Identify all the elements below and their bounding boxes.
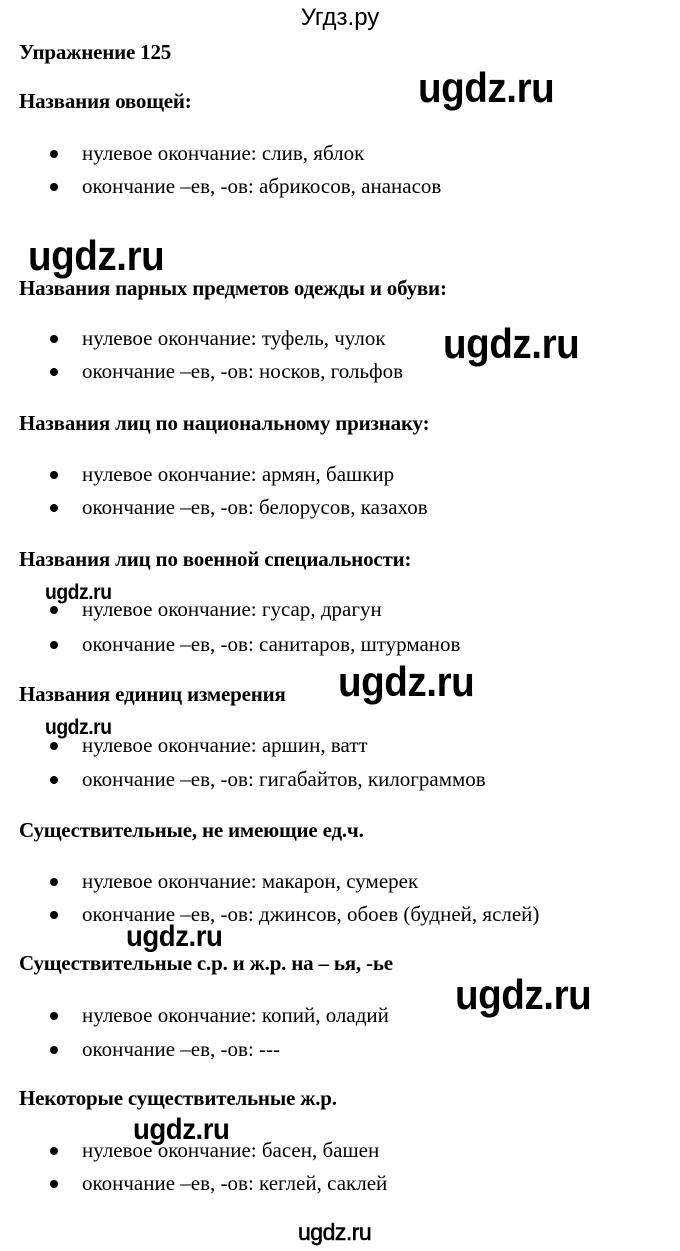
exercise-title: Упражнение 125 xyxy=(19,40,172,64)
watermark: ugdz.ru xyxy=(443,320,580,367)
document-page: Угдз.ру Упражнение 125 Названия овощей: нулевое окончание: слив, яблок окончание –ев, -ов: абрикосов, ананасов Названия парных предметов одежды и обуви: нулевое окончание: туфель, чулок окончание –ев, -ов: носков, гольфов Названия лиц по национальному признаку: нулевое окончание: армян, башкир окончание –ев, -ов: белорусов, казахов Названия лиц по военной специальности: нулевое окончание: гусар, драгун окончание –ев, -ов: санитаров, штурманов Названия единиц измерения нулевое окончание: аршин, ватт окончание –ев, -ов: гигабайтов, килограммов Существительные, не имеющие ед.ч. нулевое окончание: макарон, сумерек окончание –ев, -ов: джинсов, обоев (будней, яслей) Существительные с.р. и ж.р. на – ья, -ье нулевое окончание: копий, оладий окончание –ев, -ов: --- Некоторые существительные ж.р. нулевое окончание: басен, башен окончание –ев, -ов: кеглей, саклей ugdz.ru ugdz.ru ugdz.ru ugdz.ru ugdz.ru ugdz.ru ugdz.ru ugdz.ru ugdz.ru ugdz.ru xyxy=(0,0,680,1251)
watermark: ugdz.ru xyxy=(126,920,223,953)
bullet-icon xyxy=(50,504,58,512)
site-title: Угдз.ру xyxy=(300,4,380,31)
section-heading: Названия лиц по национальному признаку: xyxy=(19,411,430,435)
bullet-icon xyxy=(50,335,58,343)
bullet-icon xyxy=(50,1147,58,1155)
watermark: ugdz.ru xyxy=(338,658,475,705)
section-heading: Названия парных предметов одежды и обуви: xyxy=(19,276,447,300)
bullet-icon xyxy=(50,911,58,919)
section-heading: Названия единиц измерения xyxy=(19,682,286,706)
bullet-icon xyxy=(50,606,58,614)
section-heading: Существительные с.р. и ж.р. на – ья, -ье xyxy=(19,951,393,975)
bullet-icon xyxy=(50,742,58,750)
section-heading: Существительные, не имеющие ед.ч. xyxy=(19,818,364,842)
watermark: ugdz.ru xyxy=(418,64,555,111)
bullet-icon xyxy=(50,1180,58,1188)
bullet-icon xyxy=(50,150,58,158)
bullet-icon xyxy=(50,183,58,191)
section-heading: Названия овощей: xyxy=(19,89,192,113)
watermark: ugdz.ru xyxy=(133,1113,230,1146)
watermark: ugdz.ru xyxy=(28,232,165,279)
bullet-icon xyxy=(50,878,58,886)
bullet-icon xyxy=(50,1046,58,1054)
bullet-icon xyxy=(50,471,58,479)
section-heading: Некоторые существительные ж.р. xyxy=(19,1086,337,1110)
bullet-icon xyxy=(50,1012,58,1020)
section-heading: Названия лиц по военной специальности: xyxy=(19,547,412,571)
watermark: ugdz.ru xyxy=(45,581,112,604)
bullet-icon xyxy=(50,368,58,376)
watermark: ugdz.ru xyxy=(45,716,112,739)
watermark: ugdz.ru xyxy=(455,971,592,1018)
bullet-icon xyxy=(50,641,58,649)
bullet-icon xyxy=(50,776,58,784)
watermark: ugdz.ru xyxy=(298,1219,372,1245)
